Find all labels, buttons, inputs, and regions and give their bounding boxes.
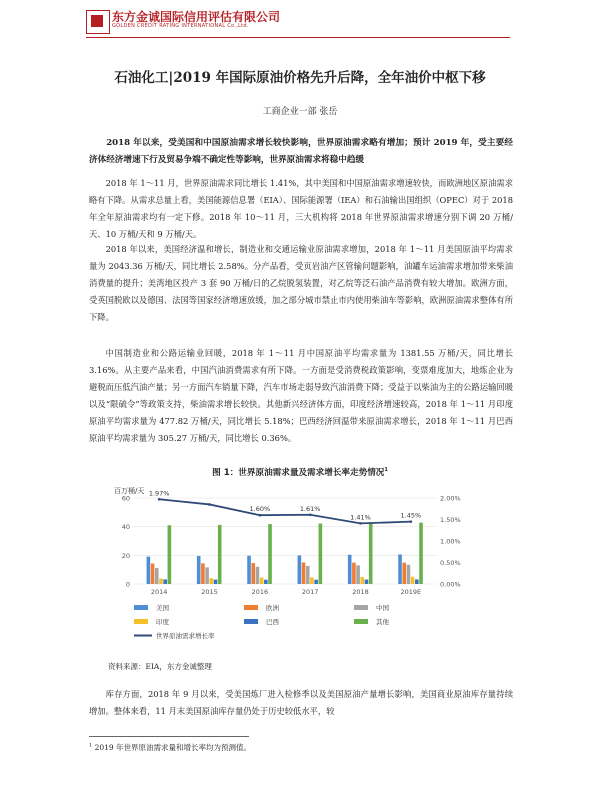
bar-china (205, 567, 209, 584)
paragraph-4: 库存方面，2018 年 9 月以来，受美国炼厂进入检修季以及美国原油产量增长影响，美国商业原油库存量持续增加。整体来看，11 月末美国原油库存量仍处于历史较低水平，较 (89, 689, 513, 716)
bar-europe (151, 564, 155, 584)
bar-europe (251, 563, 255, 584)
company-name-cn: 东方金诚国际信用评估有限公司 (112, 10, 281, 24)
bar-us (247, 556, 251, 584)
growth-point (208, 503, 211, 506)
bar-us (398, 554, 402, 584)
figure-source: 资料来源：EIA，东方金诚整理 (108, 662, 212, 671)
growth-data-label: 1.97% (148, 489, 170, 498)
figure-caption (0, 466, 600, 478)
growth-point (158, 498, 161, 501)
bar-india (159, 579, 163, 584)
bar-brazil (314, 580, 318, 584)
x-tick-label: 2014 (150, 588, 168, 596)
growth-data-label: 1.41% (350, 513, 371, 522)
growth-point (259, 514, 262, 517)
bar-brazil (214, 580, 218, 584)
legend-label: 印度 (156, 618, 169, 626)
y-tick-label: 40 (121, 523, 130, 532)
y2-tick-label: 1.50% (440, 516, 461, 524)
abstract: 2018 年以来，受美国和中国原油需求增长较快影响，世界原油需求略有增加；预计 2019 年，受主要经济体经济增速下行及贸易争端不确定性等影响，世界原油需求将稳中趋缓 (89, 138, 513, 165)
demand-chart-svg (114, 486, 492, 654)
legend-label: 世界原油需求增长率 (156, 632, 215, 640)
bar-other (168, 525, 172, 584)
y-axis-title: 百万桶/天 (114, 487, 145, 495)
header-divider (86, 37, 510, 38)
footnote-divider (89, 736, 249, 737)
legend-label: 其他 (376, 618, 389, 626)
footnote (89, 742, 251, 753)
growth-point (359, 522, 362, 525)
bar-india (210, 578, 214, 584)
x-tick-label: 2016 (251, 588, 269, 596)
growth-data-label: 1.45% (400, 511, 422, 520)
y-tick-label: 0 (125, 580, 130, 589)
growth-point (309, 513, 312, 516)
growth-point (410, 520, 413, 523)
bar-china (256, 567, 260, 584)
legend-label: 美国 (156, 604, 169, 612)
x-tick-label: 2017 (301, 588, 319, 596)
y2-tick-label: 1.00% (440, 537, 461, 546)
bar-other (369, 523, 373, 584)
bar-china (155, 568, 159, 584)
legend-swatch-brazil (244, 619, 258, 624)
footnote-mark: 1 (89, 742, 93, 749)
legend-swatch-other (354, 619, 368, 624)
page-header (86, 8, 526, 36)
figure-caption-note: 1 (384, 467, 388, 474)
company-logo-icon (86, 10, 110, 34)
y2-tick-label: 2.00% (440, 494, 461, 503)
bar-us (197, 556, 201, 584)
growth-data-label: 1.61% (299, 504, 321, 513)
bar-us (348, 555, 352, 584)
demand-chart (114, 486, 492, 654)
paragraph-2: 2018 年以来，美国经济温和增长，制造业和交通运输业原油需求增加，2018 年 1～11 月美国原油平均需求量为 2043.36 万桶/天，同比增长 2.58%。分产品看，受页岩油产区管输问题影响，油罐车运油需求增加带来柴油消费量的提升；美湾地区投产 3 套 90 万桶/日的乙烷脱氢装置，对乙烷等泛石油产品消费有较大增加。欧洲方面，受英国脱欧以及德国、法国等国家经济增速放缓，加之部分城市禁止市内使用柴油车等影响，欧洲原油需求整体有所下降。 (89, 244, 513, 322)
legend-label: 欧洲 (266, 604, 279, 612)
paragraph-1: 2018 年 1～11 月，世界原油需求同比增长 1.41%，其中美国和中国原油需求增速较快，而欧洲地区原油需求略有下降。从需求总量上看，美国能源信息署（EIA）、国际能源署（IEA）和石油输出国组织（OPEC）对于 2018 年全年原油需求均有一定下修。2018 年 10～11 月，三大机构将 2018 年世界原油需求增速分别下调 20 万桶/天、10 万桶/天和 9 万桶/天。 (89, 178, 513, 239)
legend-label: 中国 (376, 604, 389, 612)
bar-europe (302, 563, 306, 585)
y2-tick-label: 0.50% (440, 559, 461, 567)
bar-brazil (415, 579, 419, 584)
growth-data-label: 1.60% (249, 505, 271, 514)
bar-brazil (264, 580, 268, 584)
bar-india (260, 578, 264, 584)
x-tick-label: 2019E (400, 588, 422, 596)
bar-other (419, 523, 423, 584)
x-tick-label: 2015 (201, 588, 218, 596)
bar-us (298, 555, 302, 584)
bar-europe (352, 563, 356, 584)
bar-brazil (163, 579, 167, 584)
bar-china (306, 566, 310, 584)
bar-other (268, 524, 272, 584)
footnote-text: 2019 年世界原油需求量和增长率均为预测值。 (94, 743, 252, 752)
bar-india (361, 577, 365, 584)
bar-india (310, 577, 314, 584)
y2-tick-label: 0.00% (440, 580, 461, 589)
legend-swatch-china (354, 605, 368, 610)
bar-other (319, 524, 323, 584)
bar-europe (402, 563, 406, 584)
bar-us (147, 557, 151, 584)
y-tick-label: 60 (121, 494, 130, 503)
bar-india (411, 577, 415, 584)
bar-china (407, 565, 411, 584)
bar-brazil (365, 580, 369, 584)
y-tick-label: 20 (121, 551, 130, 560)
legend-swatch-india (134, 619, 148, 624)
legend-swatch-europe (244, 605, 258, 610)
bar-china (356, 565, 360, 584)
paragraph-3: 中国制造业和公路运输业回暖，2018 年 1～11 月中国原油平均需求量为 1381.55 万桶/天，同比增长 3.16%。从主要产品来看，中国汽油消费需求有所下降。一方面是受消费税政策影响，变票难度加大，地炼企业为避税而压低汽油产量；另一方面汽车销量下降，汽车市场走弱导致汽油消费下降；受益于以柴油为主的公路运输回暖以及“限硫令”等政策支持，柴油需求增长较快。其他新兴经济体方面，印度经济增速较高，2018 年 1～11 月印度原油平均需求量为 477.82 万桶/天，同比增长 5.18%；巴西经济回温带来原油需求增长，2018 年 1～11 月巴西原油平均需求量为 305.27 万桶/天，同比增长 0.36%。 (89, 348, 513, 443)
growth-line (159, 499, 411, 523)
report-author: 工商企业一部 张岳 (262, 107, 338, 117)
legend-swatch-us (134, 605, 148, 610)
company-name-en: GOLDEN CREDIT RATING INTERNATIONAL Co.,Ltd. (112, 23, 249, 29)
bar-other (218, 525, 222, 584)
figure-caption-text: 图 1：世界原油需求量及需求增长率走势情况 (212, 468, 385, 478)
report-title: 石油化工|2019 年国际原油价格先升后降，全年油价中枢下移 (114, 70, 486, 86)
x-tick-label: 2018 (352, 588, 369, 596)
legend-label: 巴西 (266, 618, 279, 626)
bar-europe (201, 563, 205, 584)
